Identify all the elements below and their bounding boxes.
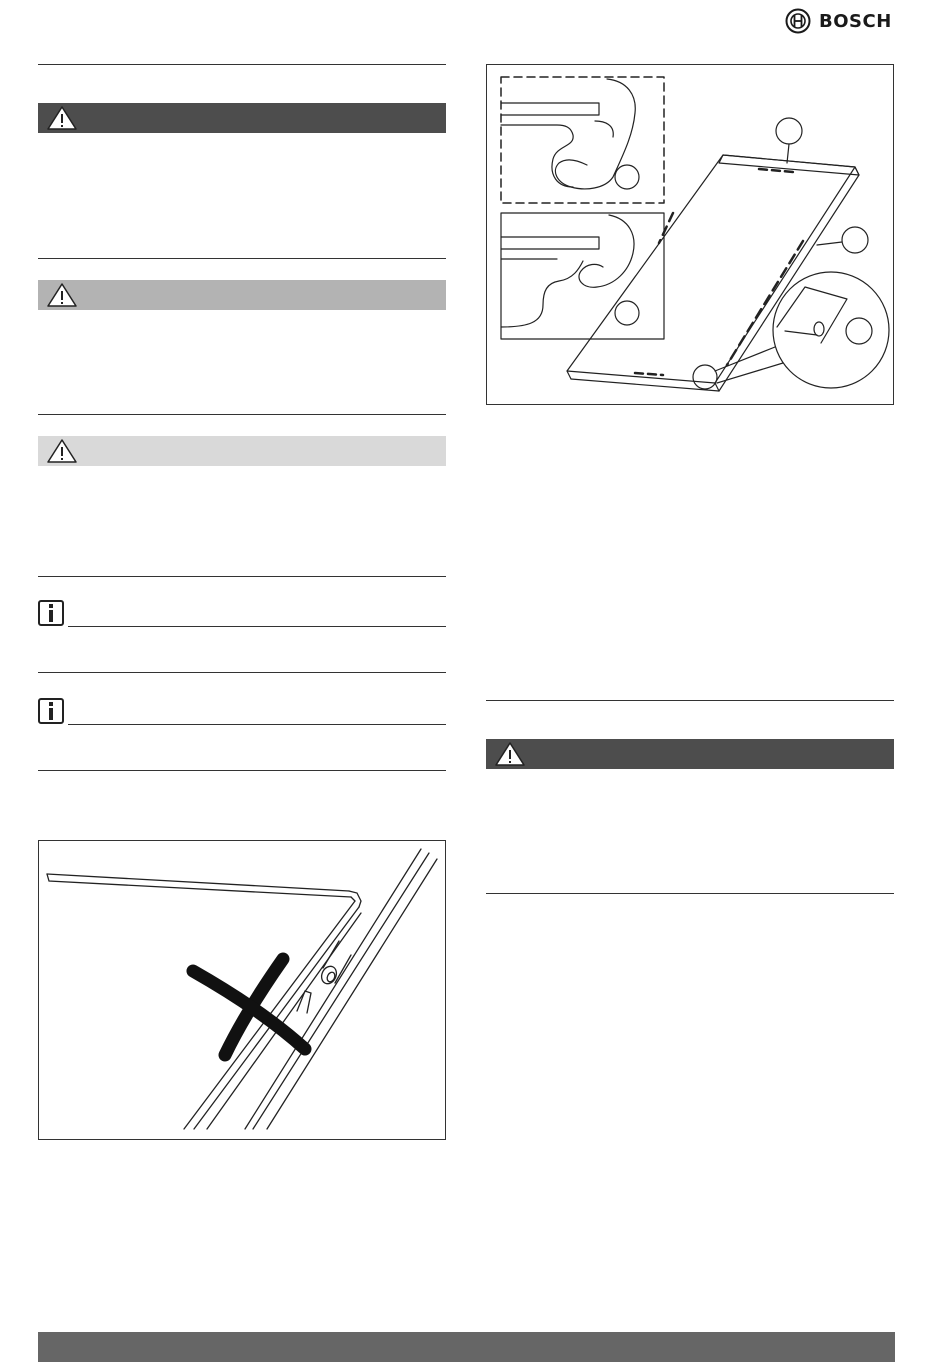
footer-bar xyxy=(38,1332,895,1362)
danger-notice-bar xyxy=(486,739,894,769)
divider xyxy=(38,770,446,771)
divider xyxy=(38,576,446,577)
divider xyxy=(38,672,446,673)
divider xyxy=(38,258,446,259)
divider xyxy=(38,64,446,65)
info-icon xyxy=(38,698,64,724)
collector-panel-carry-illustration xyxy=(487,65,893,404)
warning-triangle-icon xyxy=(494,741,526,767)
danger-notice-bar xyxy=(38,103,446,133)
panel-handling-figure xyxy=(486,64,894,405)
wrong-grip-crossed-out-illustration xyxy=(39,841,445,1139)
warning-triangle-icon xyxy=(46,438,78,464)
bosch-logo xyxy=(785,8,897,34)
wrong-grip-figure xyxy=(38,840,446,1140)
warning-notice-bar xyxy=(38,280,446,310)
info-icon xyxy=(38,600,64,626)
warning-triangle-icon xyxy=(46,105,78,131)
divider xyxy=(38,414,446,415)
brand-name: BOSCH xyxy=(819,10,892,32)
bosch-armature-icon xyxy=(785,8,811,34)
caution-notice-bar xyxy=(38,436,446,466)
warning-triangle-icon xyxy=(46,282,78,308)
info-underline xyxy=(68,626,446,627)
divider xyxy=(486,893,894,894)
divider xyxy=(486,700,894,701)
info-underline xyxy=(68,724,446,725)
